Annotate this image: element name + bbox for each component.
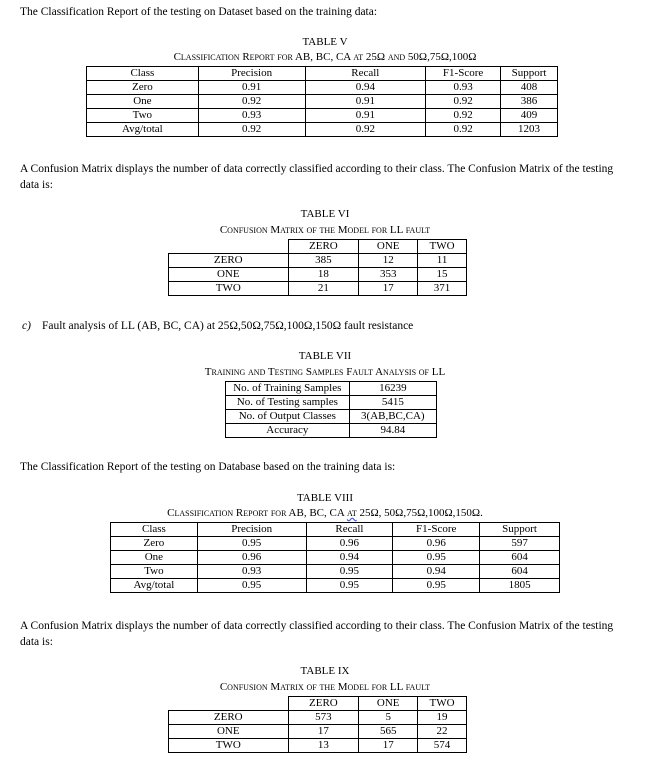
- header-row: [169, 697, 467, 711]
- table-cell: One: [111, 551, 198, 565]
- table-cell: 574: [418, 739, 467, 753]
- table-6-number: TABLE VI: [300, 208, 350, 220]
- table-7-caption: Training and Testing Samples Fault Analysis of LL: [204, 366, 446, 378]
- header-row: [169, 240, 467, 254]
- table-row: [169, 739, 467, 753]
- table-cell: 565: [359, 725, 418, 739]
- table-row: [226, 424, 437, 438]
- table-cell: 17: [359, 739, 418, 753]
- table-cell: 0.92: [198, 123, 305, 137]
- spellcheck-underlined-word: at: [346, 507, 357, 519]
- table-cell: 0.95: [197, 579, 306, 593]
- table-8-caption: Classification Report for AB, BC, CA at 25Ω, 50Ω,75Ω,100Ω,150Ω.: [167, 507, 483, 519]
- table-row: [87, 81, 558, 95]
- table-cell: 12: [359, 254, 418, 268]
- column-header: Recall: [306, 523, 393, 537]
- table-row: [169, 268, 467, 282]
- table-cell: 0.95: [306, 565, 393, 579]
- table-cell: 604: [480, 551, 560, 565]
- table-cell: 0.94: [306, 551, 393, 565]
- row-label: No. of Training Samples: [226, 382, 350, 396]
- table-row: [111, 551, 560, 565]
- confusion-matrix-description-1: A Confusion Matrix displays the number of data correctly classified according to their class. The Confusion Matrix of the testing data is:: [20, 163, 614, 191]
- table-cell: 18: [288, 268, 359, 282]
- row-value: 5415: [349, 396, 436, 410]
- table-cell: 0.92: [198, 95, 305, 109]
- confusion-matrix-table-9: [168, 696, 467, 753]
- table-cell: 0.96: [306, 537, 393, 551]
- table-cell: 597: [480, 537, 560, 551]
- table-cell: 1805: [480, 579, 560, 593]
- row-label: Accuracy: [226, 424, 350, 438]
- table-8-number: TABLE VIII: [296, 492, 354, 504]
- table-cell: 0.94: [393, 565, 480, 579]
- table-row: [111, 537, 560, 551]
- table-cell: 408: [501, 81, 558, 95]
- table-cell: One: [87, 95, 199, 109]
- table-cell: 15: [418, 268, 467, 282]
- empty-corner-cell: [169, 240, 289, 254]
- table-row: [226, 382, 437, 396]
- column-header: Support: [480, 523, 560, 537]
- table-cell: 0.92: [426, 109, 501, 123]
- row-header: ZERO: [169, 254, 289, 268]
- table-cell: 0.93: [198, 109, 305, 123]
- classification-report-table-5: [86, 66, 558, 137]
- row-header: ZERO: [169, 711, 289, 725]
- table-cell: 0.93: [426, 81, 501, 95]
- table-cell: Zero: [111, 537, 198, 551]
- header-row: [87, 67, 558, 81]
- column-header: Recall: [305, 67, 426, 81]
- table-cell: 19: [418, 711, 467, 725]
- row-label: No. of Output Classes: [226, 410, 350, 424]
- table-cell: 0.91: [198, 81, 305, 95]
- table-cell: 17: [359, 282, 418, 296]
- empty-corner-cell: [169, 697, 289, 711]
- table-row: [87, 95, 558, 109]
- training-testing-samples-table-7: [225, 381, 437, 438]
- table-cell: 0.95: [306, 579, 393, 593]
- column-header: Precision: [197, 523, 306, 537]
- table-cell: Zero: [87, 81, 199, 95]
- row-header: ONE: [169, 725, 289, 739]
- header-row: [111, 523, 560, 537]
- table-cell: 0.95: [393, 579, 480, 593]
- column-header: Support: [501, 67, 558, 81]
- column-header: ZERO: [288, 240, 359, 254]
- table-cell: 0.92: [305, 123, 426, 137]
- row-header: ONE: [169, 268, 289, 282]
- table-row: [111, 565, 560, 579]
- column-header: F1-Score: [393, 523, 480, 537]
- table-cell: 385: [288, 254, 359, 268]
- table-cell: 0.95: [197, 537, 306, 551]
- table-row: [169, 711, 467, 725]
- table-cell: 1203: [501, 123, 558, 137]
- table-cell: 11: [418, 254, 467, 268]
- table-6-caption: Confusion Matrix of the Model for LL fault: [219, 224, 431, 236]
- table-row: [111, 579, 560, 593]
- table-9-caption: Confusion Matrix of the Model for LL fault: [219, 681, 431, 693]
- table-5-number: TABLE V: [302, 36, 348, 48]
- table-cell: 0.93: [197, 565, 306, 579]
- table-cell: 371: [418, 282, 467, 296]
- table-cell: Avg/total: [111, 579, 198, 593]
- table-row: [87, 123, 558, 137]
- table-cell: 0.91: [305, 95, 426, 109]
- column-header: ZERO: [288, 697, 359, 711]
- table-row: [226, 410, 437, 424]
- section-c-marker: c): [22, 320, 31, 332]
- confusion-matrix-description-2: A Confusion Matrix displays the number of data correctly classified according to their class. The Confusion Matrix of the testing data is:: [20, 620, 614, 648]
- table-cell: Avg/total: [87, 123, 199, 137]
- intro-text-2: The Classification Report of the testing on Database based on the training data is:: [20, 461, 396, 473]
- table-9-number: TABLE IX: [300, 665, 350, 677]
- table-row: [169, 282, 467, 296]
- table-7-number: TABLE VII: [298, 350, 352, 362]
- column-header: TWO: [418, 240, 467, 254]
- row-header: TWO: [169, 739, 289, 753]
- table-cell: 17: [288, 725, 359, 739]
- table-cell: 22: [418, 725, 467, 739]
- row-label: No. of Testing samples: [226, 396, 350, 410]
- table-cell: 0.91: [305, 109, 426, 123]
- column-header: ONE: [359, 240, 418, 254]
- table-cell: 0.94: [305, 81, 426, 95]
- table-cell: 0.96: [393, 537, 480, 551]
- column-header: ONE: [359, 697, 418, 711]
- table-cell: Two: [87, 109, 199, 123]
- table-cell: 5: [359, 711, 418, 725]
- table-cell: Two: [111, 565, 198, 579]
- table-row: [169, 254, 467, 268]
- table-5-caption: Classification Report for AB, BC, CA at 25Ω and 50Ω,75Ω,100Ω: [173, 51, 477, 63]
- table-cell: 0.95: [393, 551, 480, 565]
- table-cell: 386: [501, 95, 558, 109]
- table-cell: 573: [288, 711, 359, 725]
- table-cell: 0.92: [426, 95, 501, 109]
- table-cell: 604: [480, 565, 560, 579]
- intro-text-1: The Classification Report of the testing on Dataset based on the training data:: [20, 6, 378, 18]
- table-cell: 409: [501, 109, 558, 123]
- section-c-heading: Fault analysis of LL (AB, BC, CA) at 25Ω,50Ω,75Ω,100Ω,150Ω fault resistance: [42, 320, 414, 332]
- table-cell: 353: [359, 268, 418, 282]
- table-row: [169, 725, 467, 739]
- column-header: TWO: [418, 697, 467, 711]
- column-header: F1-Score: [426, 67, 501, 81]
- row-value: 16239: [349, 382, 436, 396]
- confusion-matrix-table-6: [168, 239, 467, 296]
- classification-report-table-8: [110, 522, 560, 593]
- table-row: [226, 396, 437, 410]
- table-row: [87, 109, 558, 123]
- table-cell: 0.92: [426, 123, 501, 137]
- column-header: Class: [87, 67, 199, 81]
- table-cell: 21: [288, 282, 359, 296]
- row-header: TWO: [169, 282, 289, 296]
- table-cell: 0.96: [197, 551, 306, 565]
- column-header: Class: [111, 523, 198, 537]
- row-value: 3(AB,BC,CA): [349, 410, 436, 424]
- row-value: 94.84: [349, 424, 436, 438]
- column-header: Precision: [198, 67, 305, 81]
- table-cell: 13: [288, 739, 359, 753]
